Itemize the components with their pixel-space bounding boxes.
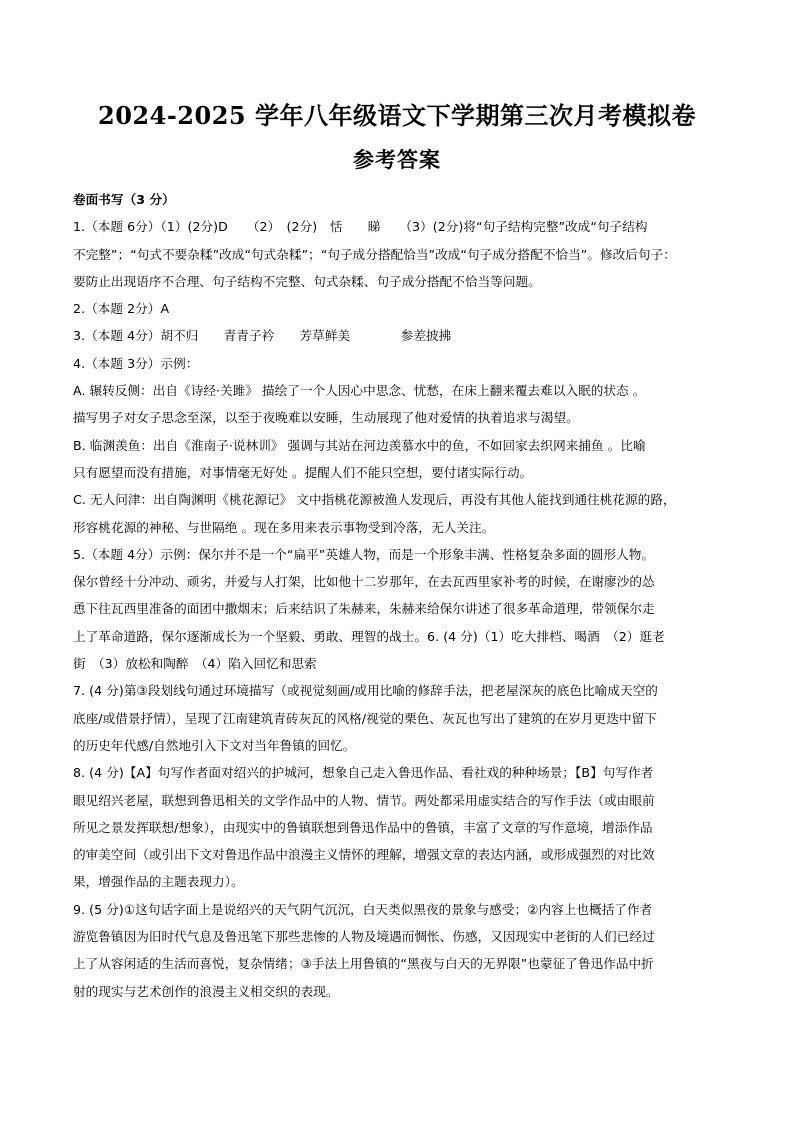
q2-answer: 2.（本题 2分）A [73,301,170,317]
q1-line-2: 不完整”；“句式不要杂糅”改成“句式杂糅”；“句子成分搭配恰当”改成“句子成分搭配不恰当”。修改后句子： [73,246,676,262]
q6-line-2: 街 （3）放松和陶醉 （4）陷入回忆和思索 [73,656,317,672]
q1-line-1: 1.（本题 6分）（1）(2分)D （2） (2分) 恬 睇 （3）(2分)将“句子结构完整”改成“句子结构 [73,219,648,235]
q9-line-2: 游览鲁镇因为旧时代气息及鲁迅笔下那些悲惨的人物及境遇而惆怅、伤感，又因现实中老街的人们已经过 [73,929,655,945]
q9-line-3: 上了从容闲适的生活而喜悦，复杂情绪；③手法上用鲁镇的“黑夜与白天的无界限”也蒙征了鲁迅作品中折 [73,956,654,972]
q4-heading: 4.（本题 3分）示例： [73,355,199,371]
q5-line-3: 恿下往瓦西里准备的面团中撒烟末；后来结识了朱赫来，朱赫来给保尔讲述了很多革命道理，带领保尔走 [73,601,655,617]
q3-answer: 3.（本题 4分）胡不归 青青子衿 芳草鲜美 参差披拂 [73,328,452,344]
q8-line-4: 的审美空间（或引出下文对鲁迅作品中浪漫主义情怀的理解，增强文章的表达内涵，或形成强烈的对比效 [73,847,655,863]
q4-option-c-line-2: 形容桃花源的神秘、与世隔绝 。现在多用来表示事物受到冷落，无人关注。 [73,519,495,535]
q7-line-3: 的历史年代感/自然地引入下文对当年鲁镇的回忆。 [73,737,356,753]
q4-option-a-line-1: A. 辗转反侧：出自《诗经·关雎》 描绘了一个人因心中思念、忧愁，在床上翻来覆去难以入眠的状态 。 [73,383,646,399]
q5-line-2: 保尔曾经十分冲动、顽劣，并爱与人打架，比如他十二岁那年，在去瓦西里家补考的时候，在谢廖沙的怂 [73,574,655,590]
q8-line-5: 果，增强作品的主题表现力）。 [73,874,244,890]
q4-option-a-line-2: 描写男子对女子思念至深，以至于夜晚难以安睡，生动展现了他对爱情的执着追求与渴望。 [73,410,579,426]
answer-content [73,186,731,1005]
q5-line-1: 5.（本题 4分）示例：保尔并不是一个“扁平”英雄人物，而是一个形象丰满、性格复杂多面的圆形人物。 [73,546,655,562]
q4-option-c-line-1: C. 无人问津：出自陶渊明《桃花源记》 文中指桃花源被渔人发现后，再没有其他人能找到通往桃花源的路， [73,492,676,508]
q7-line-2: 底座/或借景抒情），呈现了江南建筑青砖灰瓦的风格/视觉的栗色、灰瓦也写出了建筑的在岁月更迭中留下 [73,710,657,726]
q8-line-3: 所见之景发挥联想/想象），由现实中的鲁镇联想到鲁迅作品中的鲁镇，丰富了文章的写作意境，增添作品 [73,819,653,835]
q8-line-1: 8. (4 分)【A】句写作者面对绍兴的护城河，想象自己走入鲁迅作品、看社戏的种种场景；【B】句写作者 [73,765,654,781]
q9-line-4: 射的现实与艺术创作的浪漫主义相交织的表现。 [73,983,339,999]
q1-line-3: 要防止出现语序不合理、句子结构不完整、句式杂糅、句子成分搭配不恰当等问题。 [73,273,541,289]
q8-line-2: 眼见绍兴老屋，联想到鲁迅相关的文学作品中的人物、情节。两处都采用虚实结合的写作手法（或由眼前 [73,792,655,808]
page-subtitle: 参考答案 [353,147,441,172]
q4-option-b-line-2: 只有愿望而没有措施，对事情毫无好处 。提醒人们不能只空想，要付诸实际行动。 [73,464,533,480]
page-title: 2024-2025 学年八年级语文下学期第三次月考模拟卷 [98,101,696,130]
q5-line-4: 上了革命道路，保尔逐渐成长为一个坚毅、勇敢、理智的战士。6. (4 分)（1）吃大排档、喝酒 （2）逛老 [73,628,665,644]
q9-line-1: 9. (5 分)①这句话字面上是说绍兴的天气阴气沉沉，白天类似黑夜的景象与感受；②内容上也概括了作者 [73,901,653,917]
q7-line-1: 7. (4 分)第③段划线句通过环境描写（或视觉刻画/或用比喻的修辞手法，把老屋深灰的底色比喻成天空的 [73,683,658,699]
q4-option-b-line-1: B. 临渊羡鱼：出自《淮南子·说林训》 强调与其站在河边羡慕水中的鱼，不如回家去织网来捕鱼 。比喻 [73,437,646,453]
handwriting-score-heading: 卷面书写（3 分） [73,192,175,207]
